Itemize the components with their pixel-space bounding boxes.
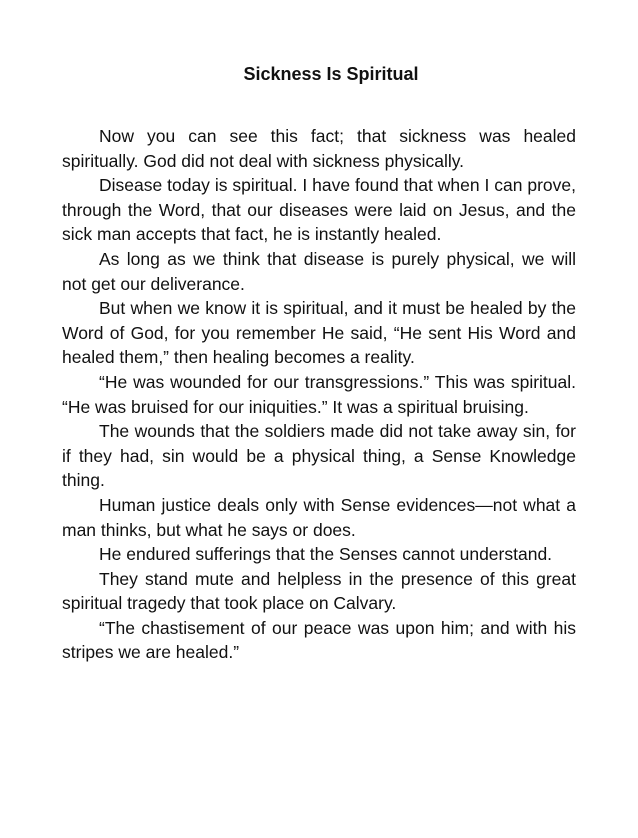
paragraph: “The chastisement of our peace was upon him; and with his stripes we are healed.” <box>62 617 576 663</box>
paragraph: He endured sufferings that the Senses cannot understand. <box>99 544 553 565</box>
page-title: Sickness Is Spiritual <box>243 64 419 84</box>
paragraph: They stand mute and helpless in the presence of this great spiritual tragedy that took place on Calvary. <box>62 568 576 614</box>
paragraph: As long as we think that disease is purely physical, we will not get our deliverance. <box>62 248 576 294</box>
paragraph: Human justice deals only with Sense evidences—not what a man thinks, but what he says or does. <box>62 494 576 540</box>
paragraph: Disease today is spiritual. I have found that when I can prove, through the Word, that our diseases were laid on Jesus, and the sick man accepts that fact, he is instantly healed. <box>62 175 576 245</box>
paragraph: The wounds that the soldiers made did not take away sin, for if they had, sin would be a physical thing, a Sense Knowledge thing. <box>62 421 576 491</box>
body-text <box>62 124 576 665</box>
paragraph: “He was wounded for our transgressions.” This was spiritual. “He was bruised for our iniquities.” It was a spiritual bruising. <box>62 371 576 417</box>
paragraph: Now you can see this fact; that sickness was healed spiritually. God did not deal with sickness physically. <box>62 126 576 171</box>
paragraph: But when we know it is spiritual, and it must be healed by the Word of God, for you remember He said, “He sent His Word and healed them,” then healing becomes a reality. <box>62 298 576 368</box>
